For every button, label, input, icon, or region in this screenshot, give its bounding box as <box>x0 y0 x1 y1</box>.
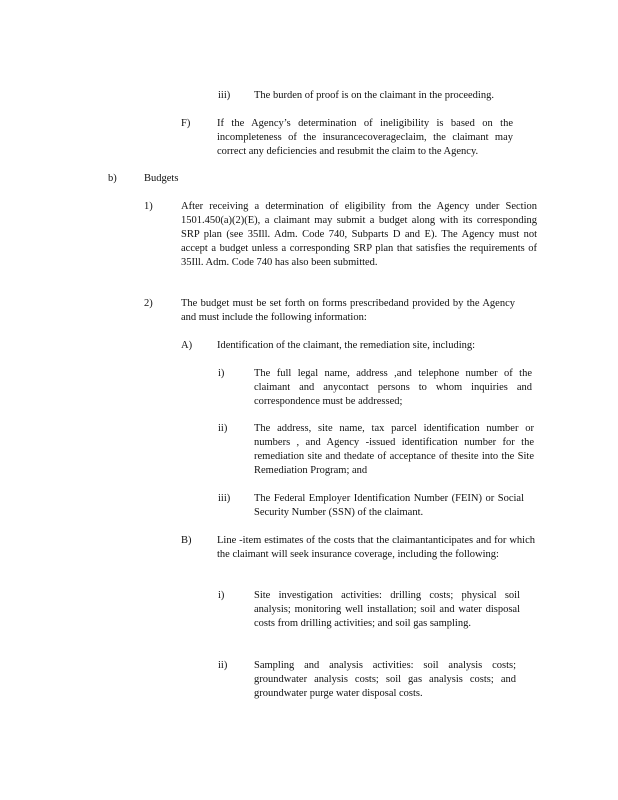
item-text-line-item-estimates: Line -item estimates of the costs that the claimantanticipates and for which the claimant will seek insurance coverage, including the following: <box>217 535 535 560</box>
item-label-ii: ii) <box>218 423 228 434</box>
item-label-i-site-investigation: i) <box>218 590 225 601</box>
item-label-iii-fein: iii) <box>218 493 231 504</box>
item-text-budget-submission: After receiving a determination of eligibility from the Agency under Section 1501.450(a)(2)(E), a claimant may submit a budget along with its corresponding SRP plan (see 35Ill. Adm. Code 740, Subparts D and E). The Agency must not accept a budget unless a corresponding SRP plan that satisfies the requirements of 35Ill. Adm. Code 740 has also been submitted. <box>181 201 537 268</box>
item-label-i: i) <box>218 368 225 379</box>
item-text-fein-ssn: The Federal Employer Identification Number (FEIN) or Social Security Number (SSN) of the claimant. <box>254 493 524 518</box>
item-text-burden-of-proof: The burden of proof is on the claimant in the proceeding. <box>254 90 494 101</box>
section-heading-budgets: Budgets <box>144 173 179 184</box>
item-text-ineligibility: If the Agency’s determination of ineligibility is based on the incompleteness of the insurancecoverageclaim, the claimant may correct any deficiencies and resubmit the claim to the Agency. <box>217 118 513 157</box>
item-text-identification: Identification of the claimant, the remediation site, including: <box>217 340 476 351</box>
item-label-iii: iii) <box>218 90 231 101</box>
item-text-budget-forms: The budget must be set forth on forms prescribedand provided by the Agency and must include the following information: <box>181 298 515 323</box>
item-text-site-investigation: Site investigation activities: drilling costs; physical soil analysis; monitoring well installation; soil and water disposal costs from drilling activities; and soil gas sampling. <box>254 590 520 629</box>
item-label-F: F) <box>181 118 191 129</box>
item-label-B: B) <box>181 535 192 546</box>
section-label-b: b) <box>108 173 117 184</box>
item-label-A: A) <box>181 340 193 351</box>
item-label-2: 2) <box>144 298 153 309</box>
item-label-1: 1) <box>144 201 153 212</box>
item-text-sampling-analysis: Sampling and analysis activities: soil analysis costs; groundwater analysis costs; soil gas analysis costs; and groundwater purge water disposal costs. <box>254 660 516 699</box>
item-text-legal-name: The full legal name, address ,and telephone number of the claimant and anycontact persons to whom inquiries and correspondence must be addressed; <box>254 368 532 407</box>
item-label-ii-sampling: ii) <box>218 660 228 671</box>
item-text-site-address: The address, site name, tax parcel identification number or numbers , and Agency -issued identification number for the remediation site and thedate of acceptance of thesite into the Site Remediation Program; and <box>254 423 534 476</box>
